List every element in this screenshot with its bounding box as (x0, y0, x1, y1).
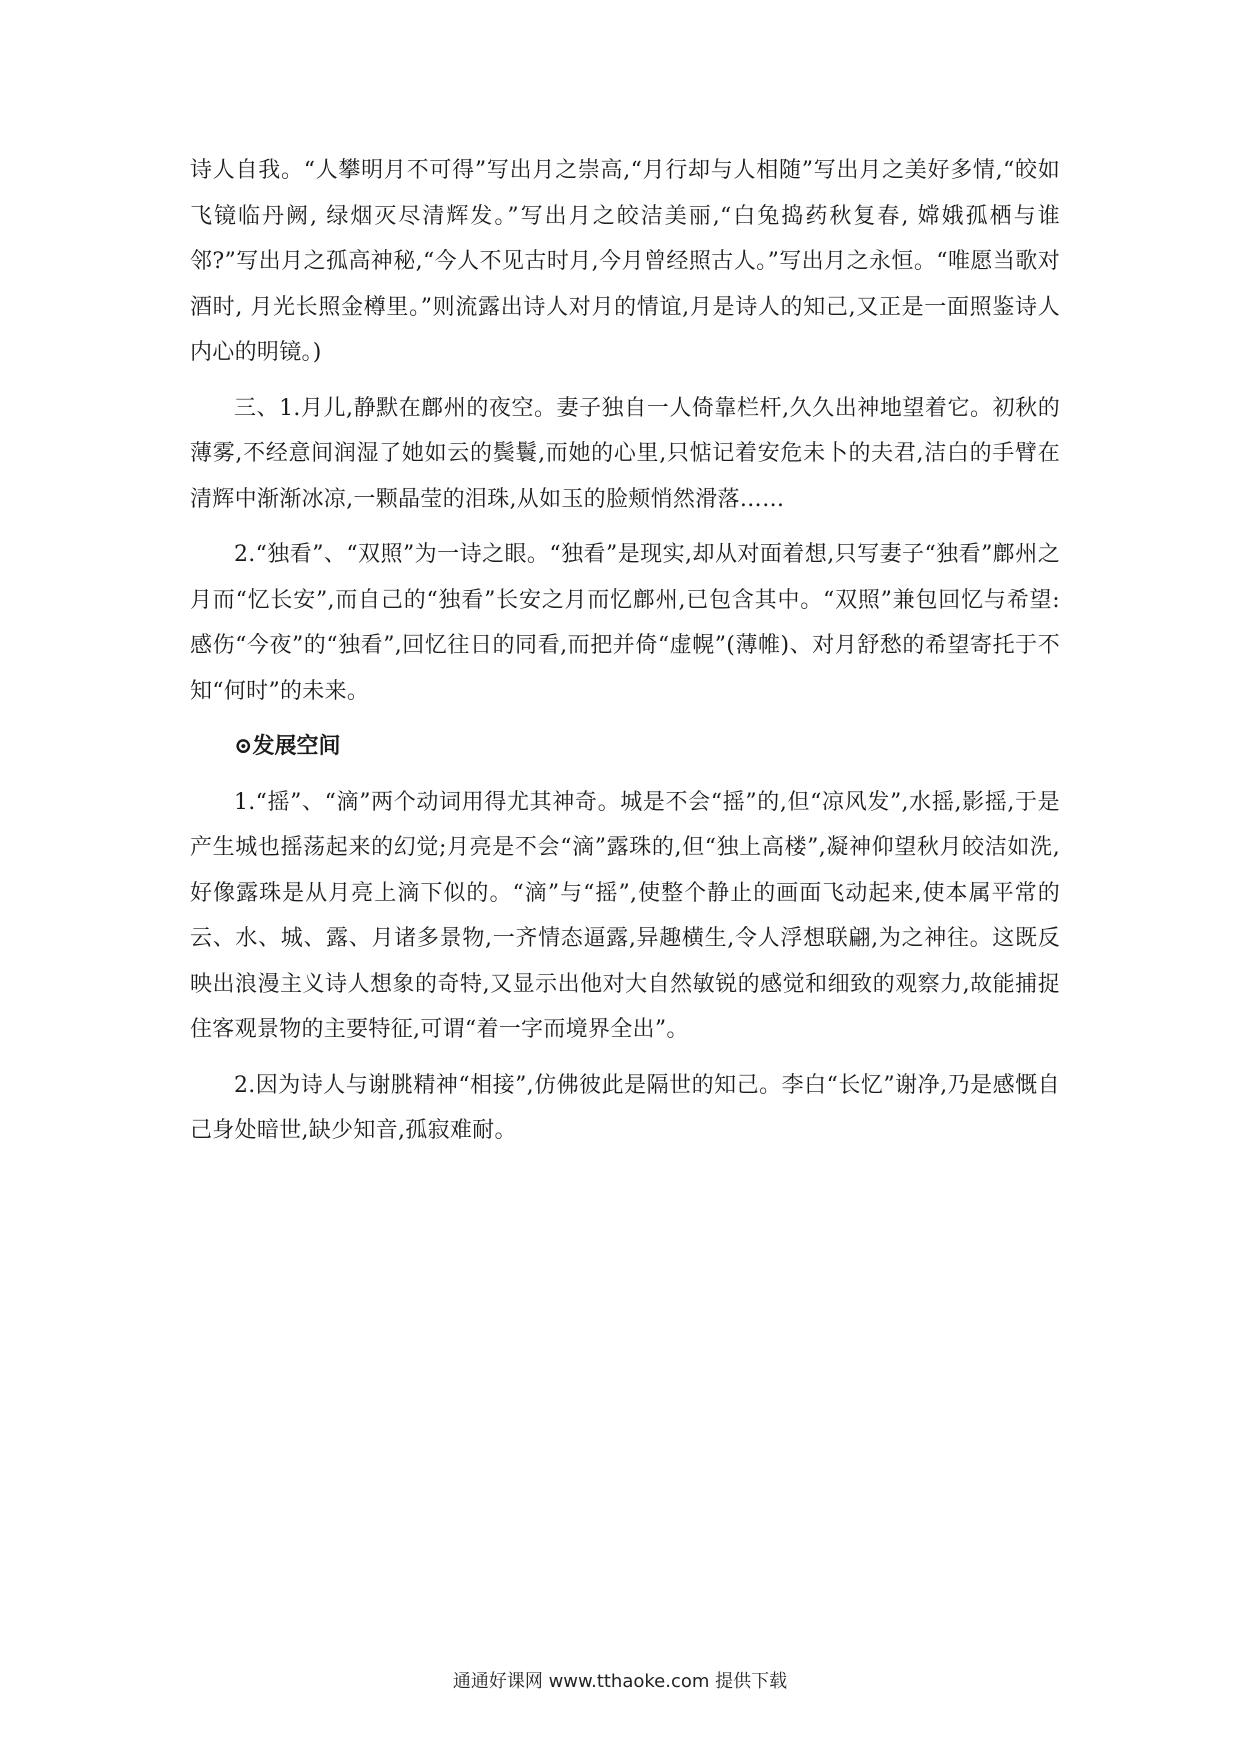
paragraph-continuation: 诗人自我。“人攀明月不可得”写出月之崇高,“月行却与人相随”写出月之美好多情,“皎如飞镜临丹阙, 绿烟灭尽清辉发。”写出月之皎洁美丽,“白兔捣药秋复春, 嫦娥孤栖与谁邻?”写出月之孤高神秘,“今人不见古时月,今月曾经照古人。”写出月之永恒。“唯愿当歌对酒时, 月光长照金樽里。”则流露出诗人对月的情谊,月是诗人的知己,又正是一面照鉴诗人内心的明镜。) (190, 158, 1060, 365)
section-title: 发展空间 (252, 733, 341, 759)
paragraph-development-2: 2.因为诗人与谢朓精神“相接”,仿佛彼此是隔世的知己。李白“长忆”谢净,乃是感慨自己身处暗世,缺少知音,孤寂难耐。 (190, 1072, 1060, 1143)
paragraph-answer-3-2: 2.“独看”、“双照”为一诗之眼。“独看”是现实,却从对面着想,只写妻子“独看”鄜州之月而“忆长安”,而自己的“独看”长安之月而忆鄜州,已包含其中。“双照”兼包回忆与希望:感伤“今夜”的“独看”,回忆往日的同看,而把并倚“虚幌”(薄帷)、对月舒愁的希望寄托于不知“何时”的未来。 (190, 542, 1060, 704)
paragraph-answer-3-1: 三、1.月儿,静默在鄜州的夜空。妻子独自一人倚靠栏杆,久久出神地望着它。初秋的薄雾,不经意间润湿了她如云的鬓鬟,而她的心里,只惦记着安危未卜的夫君,洁白的手臂在清辉中渐渐冰凉,一颗晶莹的泪珠,从如玉的脸颊悄然滑落…… (190, 395, 1060, 512)
page-footer: 通通好课网 www.tthaoke.com 提供下载 (452, 1671, 788, 1692)
paragraph-development-1: 1.“摇”、“滴”两个动词用得尤其神奇。城是不会“摇”的,但“凉风发”,水摇,影摇,于是产生城也摇荡起来的幻觉;月亮是不会“滴”露珠的,但“独上高楼”,凝神仰望秋月皎洁如洗,好像露珠是从月亮上滴下似的。“滴”与“摇”,使整个静止的画面飞动起来,使本属平常的云、水、城、露、月诸多景物,一齐情态逼露,异趣横生,令人浮想联翩,为之神往。这既反映出浪漫主义诗人想象的奇特,又显示出他对大自然敏锐的感觉和细致的观察力,故能捕捉住客观景物的主要特征,可谓“着一字而境界全出”。 (190, 789, 1060, 1042)
document-body (190, 148, 1060, 1164)
circle-dot-icon: ⊙ (234, 733, 253, 759)
section-heading (190, 724, 1060, 770)
